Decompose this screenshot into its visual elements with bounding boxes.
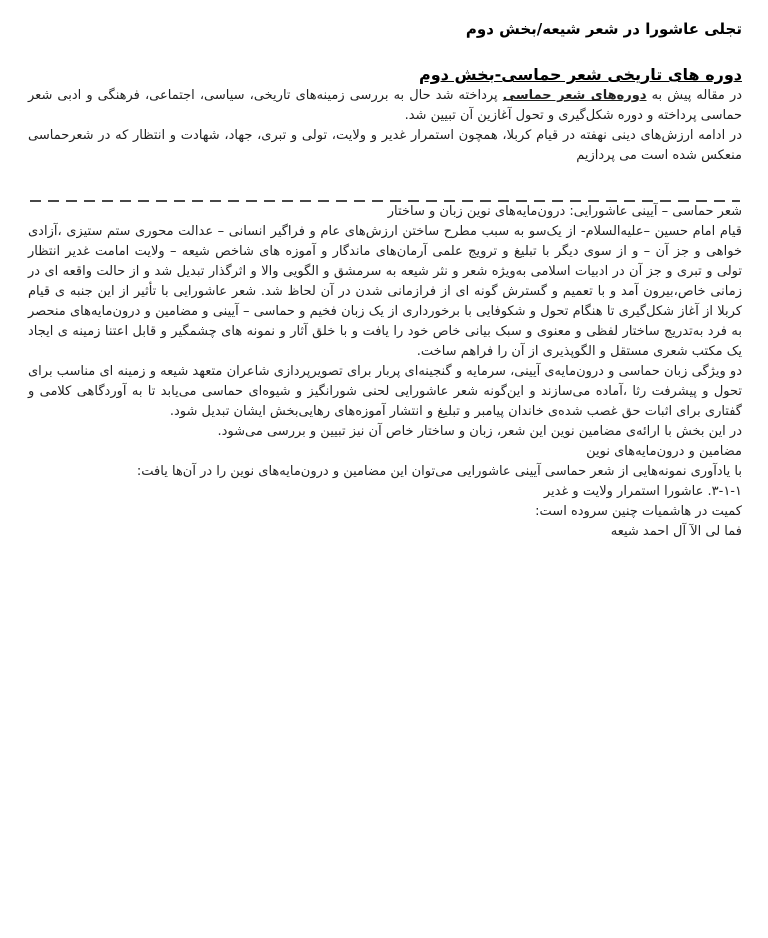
intro-suffix-text: پرداخته شد حال به بررسی زمینه‌های تاریخی، سیاسی، اجتماعی، فرهنگی و ادبی شعر حماسی پرداخته و دوره شکل‌گیری و تحول آغازین آن تبیین شد. xyxy=(28,88,742,123)
paragraph-continuation: در ادامه ارزش‌های دینی نهفته در قیام کربلا، همچون استمرار غدیر و ولایت، تولی و تبری، جهاد، شهادت و انتظار که در شعرحماسی منعکس شده است می پردازیم xyxy=(28,128,742,163)
section-heading: شعر حماسی – آیینی عاشورایی: درون‌مایه‌های نوین زبان و ساختار xyxy=(387,204,742,219)
kumayt-intro-line: کمیت در هاشمیات چنین سروده است: xyxy=(535,504,742,519)
numbered-subheading: ۳-۱-۱. عاشورا استمرار ولایت و غدیر xyxy=(543,484,742,499)
paragraph-language-features: دو ویژگی زبان حماسی و درون‌مایه‌ی آیینی، سرمایه و گنجینه‌ای پربار برای تصویرپردازی شاعران متعهد شیعه و زمینه ای مناسب برای تحول و پیشرفت رثا ،آماده می‌سازند و این‌گونه شعر عاشورایی لحنی شورانگیز و شیوه‌ای حماسی می‌یابد تا به آوردگاهی کلامی و گفتاری برای اثبات حق غصب شده‌ی خاندان پیامبر و تبلیغ و انتشار آموزه‌های رهایی‌بخش ایشان تبدیل شود. xyxy=(28,364,742,419)
paragraph-qiyam-karbala: قیام امام حسین –علیه‌السلام- از یک‌سو به سبب مطرح ساختن ارزش‌های عام و فراگیر انسانی – عدالت محوری ستم ستیزی ،آزادی خواهی و جز آن – و از سوی دیگر با تبلیغ و ترویج علمی آرمان‌های ماندگار و آموزه های شاخص شیعه – ولایت امامت غدیر انتظار تولی و تبری و جز آن در ادبیات اسلامی به‌ویژه شعر و نثر شیعه به سرمشق و الگویی والا و اثرگذار تبدیل شد و از حالت واقعه ای در زمانی خاص،بیرون آمد و با تعمیم و گسترش گونه ای از فرازمانی شدن در آن لحاظ شد. شعر عاشورایی با تأثیر از این جنبه ی قیام کربلا از آغاز شکل‌گیری تا هنگام تحول و شکوفایی با برخورداری از یک زبان فخیم و حماسی – آیینی و مضامین و درون‌مایه‌های منحصر به فرد به‌تدریج ساختار لفظی و معنوی و سبک بیانی خاص خود را یافت و با خلق آثار و نمونه های چشمگیر و قابل اعتنا زمینه ی ایجاد یک مکتب شعری مستقل و الگوپذیری از آن را فراهم ساخت. xyxy=(28,224,742,359)
intro-prefix-text: در مقاله پیش به xyxy=(646,88,743,103)
verse-line: فما لی الآ آل احمد شیعه xyxy=(610,524,742,539)
paragraph-intro xyxy=(28,86,742,126)
intro-highlight-text: دوره‌های شعر حماسی xyxy=(502,88,647,103)
themes-heading: مضامین و درون‌مایه‌های نوین xyxy=(586,444,742,459)
paragraph-section-scope: در این بخش با ارائه‌ی مضامین نوین این شعر، زبان و ساختار خاص آن نیز تبیین و بررسی می‌شود. xyxy=(217,424,742,439)
themes-intro-line: با یادآوری نمونه‌هایی از شعر حماسی آیینی عاشورایی می‌توان این مضامین و درون‌مایه‌های نوین را در آن‌ها یافت: xyxy=(136,464,742,479)
page-title: تجلی عاشورا در شعر شیعه/بخش دوم xyxy=(465,20,742,38)
section-subtitle: دوره های تاریخی شعر حماسی-بخش دوم xyxy=(419,65,742,84)
